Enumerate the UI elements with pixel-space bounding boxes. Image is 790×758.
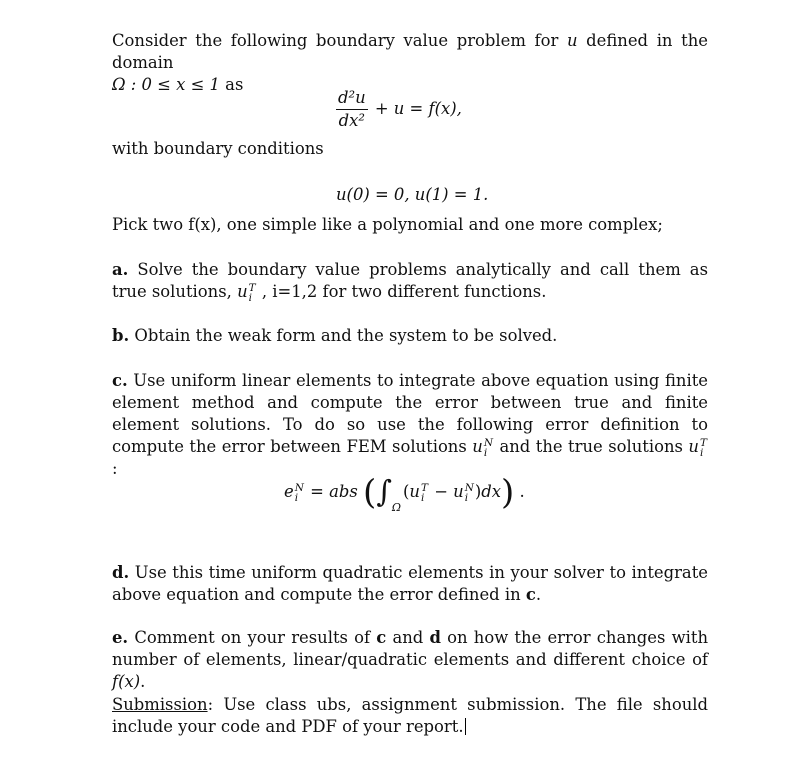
part-d — [112, 562, 708, 606]
intro-var-u: u — [566, 31, 578, 50]
ode-rhs: + u = f(x), — [374, 99, 462, 118]
text-cursor — [465, 718, 466, 735]
true-solution-symbol: u — [237, 282, 248, 301]
part-b-label: b. — [112, 326, 130, 345]
part-a-text: Solve the boundary value problems analytically and call them as true solutions, — [112, 260, 708, 301]
bc-equation-text: u(0) = 0, u(1) = 1. — [336, 185, 489, 204]
part-e-fx: f(x) — [112, 672, 141, 691]
period: . — [519, 482, 525, 501]
left-paren: ( — [362, 472, 377, 513]
fem-sup: N — [483, 436, 493, 449]
fem-solution-symbol: u — [472, 437, 483, 456]
intro-paragraph — [112, 30, 708, 96]
integral-sign: ∫ — [376, 474, 392, 510]
part-b-text: Obtain the weak form and the system to be solved. — [134, 326, 558, 345]
intro-as: as — [225, 75, 244, 94]
true-solution-sub: i — [248, 291, 252, 304]
true-solution-sup: T — [248, 281, 256, 294]
true-sub-c: i — [699, 446, 704, 459]
part-e-ref-d: d — [429, 628, 441, 647]
part-a — [112, 259, 708, 303]
intro-text-end: defined in the domain — [112, 31, 708, 72]
part-e-label: e. — [112, 628, 129, 647]
part-c-text-2: and the true solutions — [499, 437, 683, 456]
part-b — [112, 325, 708, 347]
second-derivative-fraction — [336, 88, 368, 131]
fraction-denominator: dx² — [338, 111, 365, 130]
right-paren: ) — [501, 472, 515, 513]
part-e-end: . — [140, 672, 146, 691]
pick-functions — [112, 214, 708, 236]
part-d-text: Use this time uniform quadratic elements in your solver to integrate above equation and compute the error defined in — [112, 563, 708, 604]
error-sup: N — [294, 481, 304, 494]
part-e-text-2: on how the error changes with number of elements, linear/quadratic elements and different choice of — [112, 628, 709, 669]
submission-label: Submission — [112, 695, 208, 714]
part-c — [112, 370, 708, 480]
equals-sign: = — [310, 482, 330, 501]
domain-expression: Ω : 0 ≤ x ≤ 1 — [112, 75, 220, 94]
part-d-ref: c — [525, 585, 536, 604]
part-c-colon: : — [112, 459, 118, 478]
submission — [112, 694, 708, 738]
inner-expression: (u T i − u N i )dx — [403, 481, 502, 504]
dx: dx — [481, 482, 502, 501]
error-sub: i — [294, 491, 299, 504]
part-d-end: . — [535, 585, 542, 604]
abs-function: abs — [329, 482, 358, 501]
part-e-and: and — [392, 628, 424, 647]
integral-domain: Ω — [391, 501, 401, 514]
ode-equation — [112, 88, 708, 131]
fraction-numerator: d²u — [336, 88, 368, 110]
intro-text: Consider the following boundary value problem for — [112, 31, 559, 50]
true-sup-c: T — [699, 436, 707, 449]
bc-intro-text: with boundary conditions — [112, 139, 324, 158]
part-e-text: Comment on your results of — [134, 628, 371, 647]
part-e — [112, 627, 708, 693]
part-c-text: Use uniform linear elements to integrate above equation using finite element method and compute the error between true and finite element solutions. To do so use the following error definition to compute the error between FEM solutions — [112, 371, 708, 456]
boundary-conditions-equation — [112, 184, 708, 206]
part-a-label: a. — [112, 260, 129, 279]
part-c-label: c. — [112, 371, 128, 390]
pick-text: Pick two f(x), one simple like a polynomial and one more complex; — [112, 215, 663, 234]
error-symbol: e — [284, 482, 294, 501]
error-equation — [284, 472, 525, 514]
part-e-ref-c: c — [376, 628, 387, 647]
part-d-label: d. — [112, 563, 130, 582]
part-a-text-end: , i=1,2 for two different functions. — [261, 282, 547, 301]
submission-text: : Use class ubs, assignment submission. The file should include your code and PDF of your report. — [112, 695, 708, 736]
fem-sub: i — [483, 446, 488, 459]
bc-intro — [112, 138, 324, 160]
true-solution-symbol-c: u — [688, 437, 699, 456]
